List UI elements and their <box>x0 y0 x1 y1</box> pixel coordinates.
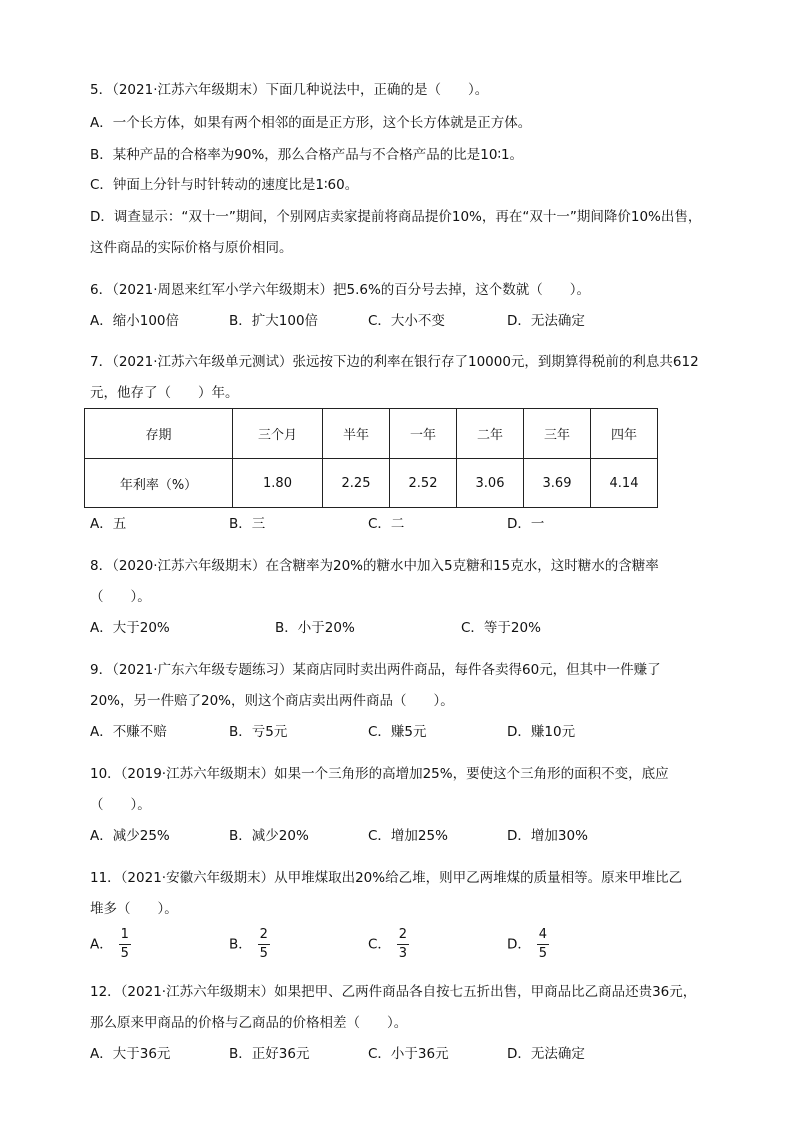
question-12-stem-cont: 那么原来甲商品的价格与乙商品的价格相差（ ）。 <box>90 1015 408 1031</box>
question-10-stem-cont: （ ）。 <box>90 797 151 813</box>
question-7-options <box>90 514 710 534</box>
question-5-option-b: B．某种产品的合格率为90%，那么合格产品与不合格产品的比是10∶1。 <box>90 147 524 163</box>
question-10-option-b: B．减少20% <box>229 828 309 844</box>
question-7-stem-cont: 元，他存了（ ）年。 <box>90 385 239 401</box>
question-8-options <box>90 618 710 638</box>
question-7-option-c: C．二 <box>368 516 405 532</box>
question-11-option-a: A． $\frac{1}{5}$ <box>90 927 129 961</box>
question-11-option-d: D． $\frac{4}{5}$ <box>507 927 548 961</box>
question-10-option-c: C．增加25% <box>368 828 448 844</box>
fraction-numerator: 1 <box>120 927 129 942</box>
table-header-row <box>85 409 658 459</box>
table-cell: 1.80 <box>233 459 323 508</box>
interest-rate-table <box>84 408 658 508</box>
question-8-stem: 8．（2020·江苏六年级期末）在含糖率为20%的糖水中加入5克糖和15克水，这时糖水的含糖率 <box>90 558 659 574</box>
question-8-stem-cont: （ ）。 <box>90 589 151 605</box>
question-9-option-d: D．赚10元 <box>507 724 576 740</box>
fraction-denominator: 5 <box>538 946 548 961</box>
question-9-option-a: A．不赚不赔 <box>90 724 167 740</box>
question-6-option-a: A．缩小100倍 <box>90 313 180 329</box>
question-7-option-a: A．五 <box>90 516 127 532</box>
table-cell: 二年 <box>457 409 524 459</box>
question-9-stem: 9．（2021·广东六年级专题练习）某商店同时卖出两件商品，每件各卖得60元，但其中一件赚了 <box>90 662 661 678</box>
question-9-option-b: B．亏5元 <box>229 724 288 740</box>
table-cell: 存期 <box>85 409 233 459</box>
question-5-option-a: A．一个长方体，如果有两个相邻的面是正方形，这个长方体就是正方体。 <box>90 115 532 131</box>
table-cell: 4.14 <box>591 459 658 508</box>
question-6-stem: 6．（2021·周恩来红军小学六年级期末）把5.6%的百分号去掉，这个数就（ ）。 <box>90 282 591 298</box>
fraction <box>119 927 131 962</box>
question-5-option-d-cont: 这件商品的实际价格与原价相同。 <box>90 240 293 256</box>
question-8-option-c: C．等于20% <box>461 620 541 636</box>
question-6-option-d: D．无法确定 <box>507 313 585 329</box>
question-12-options <box>90 1044 710 1064</box>
question-5-option-c: C．钟面上分针与时针转动的速度比是1∶60。 <box>90 177 359 193</box>
question-6-option-c: C．大小不变 <box>368 313 445 329</box>
table-cell: 四年 <box>591 409 658 459</box>
question-12-option-c: C．小于36元 <box>368 1046 449 1062</box>
table-cell: 2.52 <box>390 459 457 508</box>
question-9-option-c: C．赚5元 <box>368 724 427 740</box>
question-10-option-a: A．减少25% <box>90 828 170 844</box>
question-10-stem: 10．（2019·江苏六年级期末）如果一个三角形的高增加25%，要使这个三角形的面积不变，底应 <box>90 766 669 782</box>
fraction <box>397 927 409 962</box>
table-cell: 年利率（%） <box>85 459 233 508</box>
question-8-option-b: B．小于20% <box>275 620 355 636</box>
question-11-stem-cont: 堆多（ ）。 <box>90 901 178 917</box>
table-cell: 半年 <box>323 409 390 459</box>
table-cell: 2.25 <box>323 459 390 508</box>
question-8-option-a: A．大于20% <box>90 620 170 636</box>
table-row <box>85 459 658 508</box>
question-9-options <box>90 722 710 742</box>
question-11-option-b: B． $\frac{2}{5}$ <box>229 927 268 961</box>
question-12-option-b: B．正好36元 <box>229 1046 310 1062</box>
question-9-stem-cont: 20%，另一件赔了20%，则这个商店卖出两件商品（ ）。 <box>90 693 454 709</box>
question-11-stem: 11．（2021·安徽六年级期末）从甲堆煤取出20%给乙堆，则甲乙两堆煤的质量相等。原来甲堆比乙 <box>90 870 683 886</box>
question-5-stem: 5．（2021·江苏六年级期末）下面几种说法中，正确的是（ ）。 <box>90 82 489 98</box>
question-12-stem: 12．（2021·江苏六年级期末）如果把甲、乙两件商品各自按七五折出售，甲商品比乙商品还贵36元， <box>90 984 697 1000</box>
question-12-option-a: A．大于36元 <box>90 1046 171 1062</box>
fraction-numerator: 2 <box>398 927 408 942</box>
table-cell: 三个月 <box>233 409 323 459</box>
table-cell: 三年 <box>524 409 591 459</box>
fraction-denominator: 3 <box>398 946 408 961</box>
question-7-option-b: B．三 <box>229 516 266 532</box>
fraction <box>537 927 549 962</box>
question-11-options <box>90 927 710 967</box>
question-6-option-b: B．扩大100倍 <box>229 313 319 329</box>
question-6-options <box>90 311 710 331</box>
question-7-stem: 7．（2021·江苏六年级单元测试）张远按下边的利率在银行存了10000元，到期算得税前的利息共612 <box>90 354 699 370</box>
fraction-denominator: 5 <box>120 946 129 961</box>
table-cell: 3.06 <box>457 459 524 508</box>
table-cell: 一年 <box>390 409 457 459</box>
fraction-numerator: 4 <box>538 927 548 942</box>
question-11-option-c: C． $\frac{2}{3}$ <box>368 927 408 961</box>
question-7-option-d: D．一 <box>507 516 545 532</box>
fraction-numerator: 2 <box>259 927 268 942</box>
question-5-option-d: D．调查显示：“双十一”期间，个别网店卖家提前将商品提价10%，再在“双十一”期间降价10%出售， <box>90 209 702 225</box>
fraction <box>258 927 270 962</box>
question-10-option-d: D．增加30% <box>507 828 588 844</box>
table-cell: 3.69 <box>524 459 591 508</box>
question-12-option-d: D．无法确定 <box>507 1046 585 1062</box>
question-10-options <box>90 826 710 846</box>
fraction-denominator: 5 <box>259 946 268 961</box>
